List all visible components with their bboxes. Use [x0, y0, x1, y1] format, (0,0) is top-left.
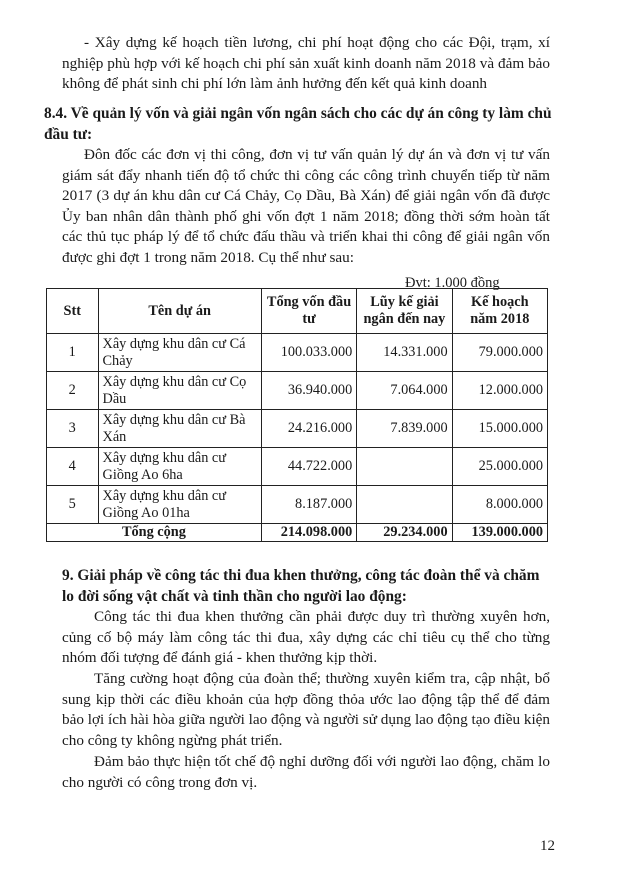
- header-project-name: Tên dự án: [98, 289, 261, 334]
- row-plan: 15.000.000: [452, 410, 547, 448]
- section-9-heading: 9. Giải pháp về công tác thi đua khen thưởng, công tác đoàn thể và chăm lo đời sống vật chất và tinh thần cho người lao động:: [62, 567, 540, 605]
- row-stt: 1: [47, 334, 99, 372]
- header-stt: Stt: [47, 289, 99, 334]
- row-disbursed: 14.331.000: [357, 334, 452, 372]
- total-investment: 214.098.000: [261, 524, 356, 542]
- row-plan: 79.000.000: [452, 334, 547, 372]
- row-project-name: Xây dựng khu dân cư Cọ Dầu: [98, 372, 261, 410]
- header-disbursed: Lũy kế giải ngân đến nay: [357, 289, 452, 334]
- total-label: Tổng cộng: [47, 524, 262, 542]
- total-disbursed: 29.234.000: [357, 524, 452, 542]
- row-project-name: Xây dựng khu dân cư Giồng Ao 01ha: [98, 486, 261, 524]
- section-8-4-paragraph: Đôn đốc các đơn vị thi công, đơn vị tư vấn quản lý dự án và đơn vị tư vấn giám sát đẩy nhanh tiến độ tổ chức thi công các công trình chuyển tiếp từ năm 2017 (3 dự án khu dân cư Cá Chảy, Cọ Dầu, Bà Xán) để giải ngân vốn đã được Ủy ban nhân dân thành phố ghi vốn đợt 1 năm 2018; đồng thời sớm hoàn tất các thủ tục pháp lý để tổ chức đấu thầu và triển khai thi công để giải ngân vốn được ghi đợt 1 trong năm 2018. Cụ thể như sau:: [62, 146, 550, 266]
- header-plan-2018: Kế hoạch năm 2018: [452, 289, 547, 334]
- table-total-row: [47, 524, 548, 542]
- row-stt: 2: [47, 372, 99, 410]
- section-9-paragraph-2: Tăng cường hoạt động của đoàn thể; thường xuyên kiểm tra, cập nhật, bổ sung kịp thời các điều khoản của hợp đồng thỏa ước lao động tập thể để đảm bảo lợi ích hài hòa giữa người lao động và người sử dụng lao động tạo điều kiện cho công ty không ngừng phát triển.: [62, 670, 550, 749]
- row-disbursed: [357, 448, 452, 486]
- row-stt: 4: [47, 448, 99, 486]
- table-row: [47, 448, 548, 486]
- row-disbursed: 7.064.000: [357, 372, 452, 410]
- row-project-name: Xây dựng khu dân cư Cá Chảy: [98, 334, 261, 372]
- row-stt: 5: [47, 486, 99, 524]
- row-total: 24.216.000: [261, 410, 356, 448]
- row-project-name: Xây dựng khu dân cư Giồng Ao 6ha: [98, 448, 261, 486]
- section-8-4-heading: 8.4. Về quản lý vốn và giải ngân vốn ngân sách cho các dự án công ty làm chủ đầu tư:: [44, 105, 552, 143]
- total-plan: 139.000.000: [452, 524, 547, 542]
- table-unit-label: Đvt: 1.000 đồng: [405, 275, 500, 291]
- row-disbursed: [357, 486, 452, 524]
- project-table: [46, 288, 548, 542]
- row-plan: 8.000.000: [452, 486, 547, 524]
- table-row: [47, 334, 548, 372]
- row-total: 36.940.000: [261, 372, 356, 410]
- section-9-paragraph-1: Công tác thi đua khen thưởng cần phải được duy trì thường xuyên hơn, củng cố bộ máy làm công tác thi đua, xây dựng các chỉ tiêu cụ thể cho từng nhóm đối tượng để đánh giá - khen thưởng kịp thời.: [62, 608, 550, 666]
- row-disbursed: 7.839.000: [357, 410, 452, 448]
- row-stt: 3: [47, 410, 99, 448]
- section-9-paragraph-3: Đảm bảo thực hiện tốt chế độ nghỉ dưỡng đối với người lao động, chăm lo cho người có công trong đơn vị.: [62, 753, 550, 791]
- table-header-row: [47, 289, 548, 334]
- row-plan: 25.000.000: [452, 448, 547, 486]
- table-row: [47, 486, 548, 524]
- header-total-investment: Tổng vốn đầu tư: [261, 289, 356, 334]
- table-row: [47, 372, 548, 410]
- page-number: 12: [540, 838, 555, 854]
- row-total: 44.722.000: [261, 448, 356, 486]
- row-project-name: Xây dựng khu dân cư Bà Xán: [98, 410, 261, 448]
- intro-bullet: - Xây dựng kế hoạch tiền lương, chi phí hoạt động cho các Đội, trạm, xí nghiệp phù hợp với kế hoạch chi phí sản xuất kinh doanh năm 2018 và đảm bảo không để phát sinh chi phí lớn làm ảnh hưởng đến kết quả kinh doanh: [62, 34, 550, 92]
- row-total: 100.033.000: [261, 334, 356, 372]
- table-row: [47, 410, 548, 448]
- row-total: 8.187.000: [261, 486, 356, 524]
- row-plan: 12.000.000: [452, 372, 547, 410]
